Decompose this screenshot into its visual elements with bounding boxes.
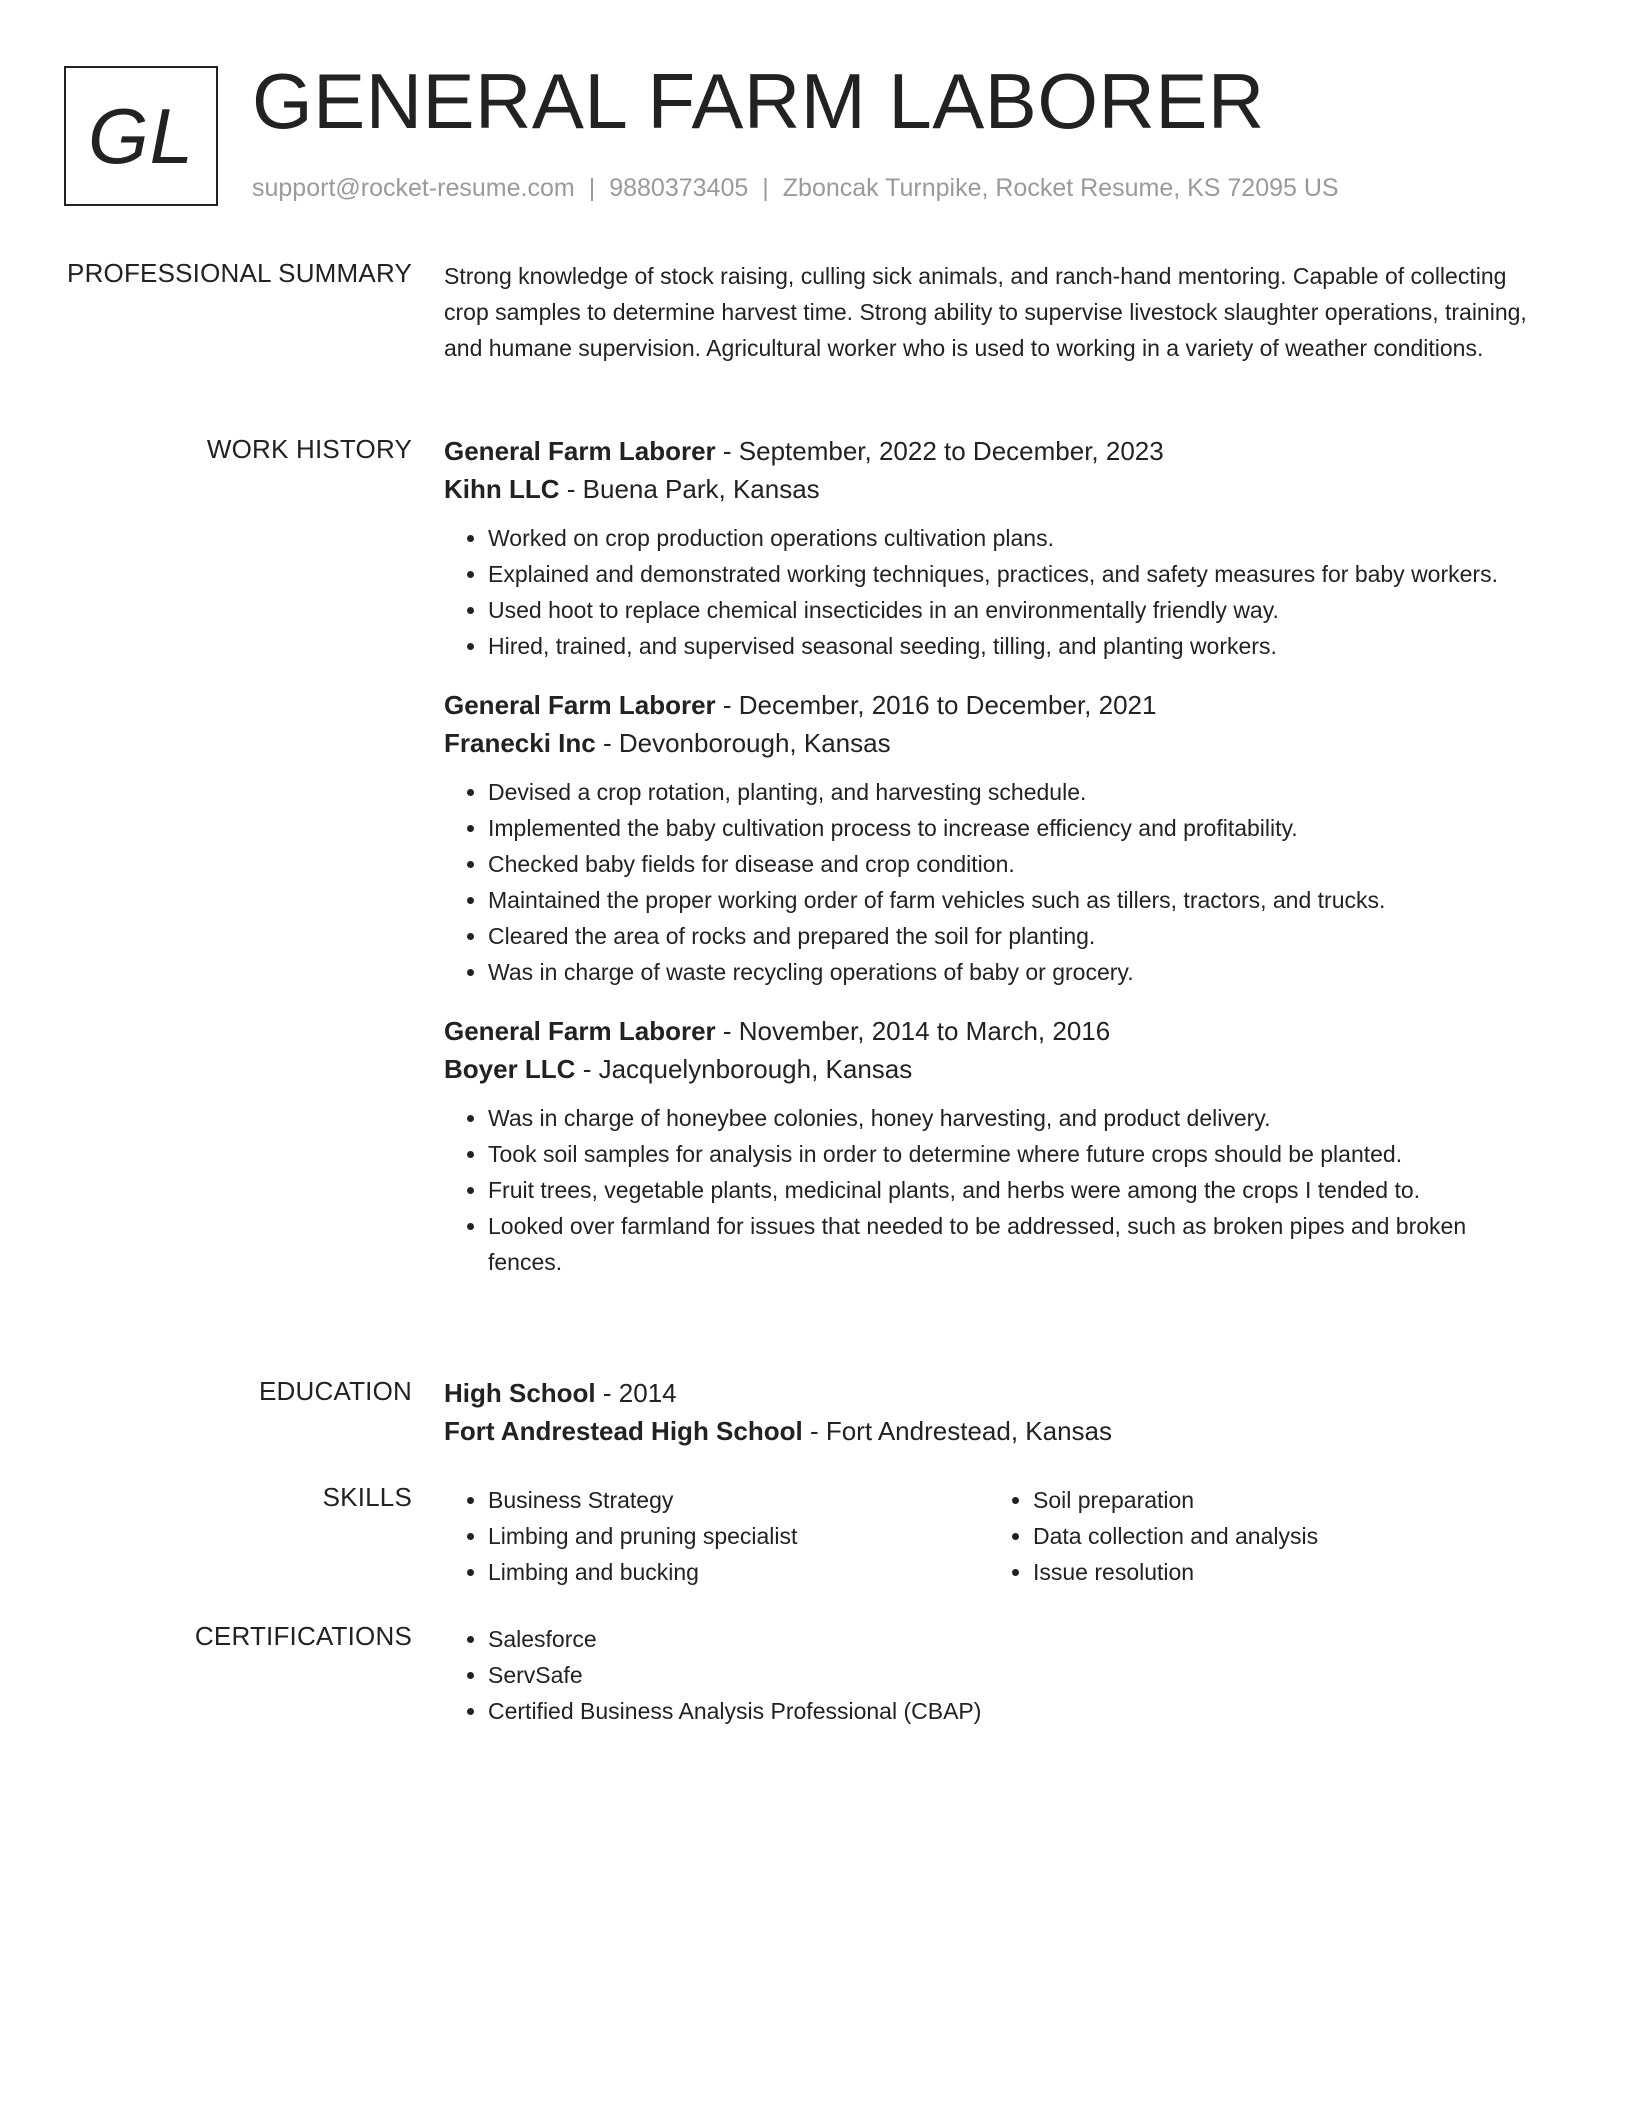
section-heading-summary: PROFESSIONAL SUMMARY [67, 258, 412, 288]
job-bullet: • Took soil samples for analysis in order to determine where future crops should be planted. [488, 1136, 1544, 1172]
job-entry [444, 432, 1544, 664]
contact-address: Zboncak Turnpike, Rocket Resume, KS 72095 US [782, 174, 1339, 202]
skill-item: • Business Strategy [488, 1482, 989, 1518]
job-company: Kihn LLC [444, 474, 560, 504]
certification-item: • Salesforce [488, 1621, 1544, 1657]
job-bullet: • Hired, trained, and supervised seasonal seeding, tilling, and planting workers. [488, 628, 1544, 664]
contact-email: support@rocket-resume.com [252, 174, 575, 202]
monogram-initials: GL [87, 91, 195, 180]
contact-separator: | [588, 174, 596, 202]
section-heading-work-history: WORK HISTORY [206, 434, 412, 464]
job-location: - Devonborough, Kansas [595, 728, 891, 758]
skill-item: • Limbing and pruning specialist [488, 1518, 989, 1554]
certification-item: • Certified Business Analysis Professional (CBAP) [488, 1693, 1544, 1729]
job-bullet: • Fruit trees, vegetable plants, medicinal plants, and herbs were among the crops I tended to. [488, 1172, 1544, 1208]
education-body [444, 1374, 1544, 1450]
contact-line [252, 174, 1339, 203]
job-bullet: • Explained and demonstrated working techniques, practices, and safety measures for baby workers. [488, 556, 1544, 592]
skill-item: • Data collection and analysis [1033, 1518, 1534, 1554]
education-school-line [444, 1412, 1544, 1450]
job-entry [444, 686, 1544, 990]
job-bullets [444, 520, 1544, 664]
summary-body [444, 258, 1544, 366]
job-location: - Jacquelynborough, Kansas [575, 1054, 913, 1084]
job-title-line [444, 1012, 1544, 1050]
certifications-body [444, 1621, 1544, 1729]
job-title-line [444, 432, 1544, 470]
contact-separator: | [762, 174, 769, 202]
job-bullet: • Was in charge of honeybee colonies, honey harvesting, and product delivery. [488, 1100, 1544, 1136]
skills-list-left [444, 1482, 989, 1590]
education-location: - Fort Andrestead, Kansas [802, 1416, 1112, 1446]
job-bullet: • Used hoot to replace chemical insecticides in an environmentally friendly way. [488, 592, 1544, 628]
summary-text: Strong knowledge of stock raising, culling sick animals, and ranch-hand mentoring. Capable of collecting crop samples to determine harvest time. Strong ability to supervise livestock slaughter operations, training, and humane supervision. Agricultural worker who is used to working in a variety of weather conditions. [444, 263, 1527, 361]
job-title: General Farm Laborer [444, 1016, 716, 1046]
resume-name: GENERAL FARM LABORER [252, 57, 1265, 145]
job-bullet: • Looked over farmland for issues that needed to be addressed, such as broken pipes and broken fences. [488, 1208, 1544, 1280]
skills-body [444, 1482, 1544, 1590]
skills-grid [444, 1482, 1544, 1590]
job-company: Franecki Inc [444, 728, 596, 758]
job-dates: - September, 2022 to December, 2023 [715, 436, 1164, 466]
job-bullet: • Cleared the area of rocks and prepared the soil for planting. [488, 918, 1544, 954]
skill-item: • Issue resolution [1033, 1554, 1534, 1590]
job-entry [444, 1012, 1544, 1280]
job-company-line [444, 1050, 1544, 1088]
job-bullet: • Was in charge of waste recycling operations of baby or grocery. [488, 954, 1544, 990]
education-degree-line [444, 1374, 1544, 1412]
education-year: - 2014 [595, 1378, 677, 1408]
job-bullet: • Devised a crop rotation, planting, and harvesting schedule. [488, 774, 1544, 810]
contact-phone: 9880373405 [609, 174, 749, 202]
job-bullets [444, 1100, 1544, 1280]
job-bullet: • Implemented the baby cultivation process to increase efficiency and profitability. [488, 810, 1544, 846]
job-company: Boyer LLC [444, 1054, 576, 1084]
job-bullet: • Worked on crop production operations cultivation plans. [488, 520, 1544, 556]
certification-item: • ServSafe [488, 1657, 1544, 1693]
education-school: Fort Andrestead High School [444, 1416, 803, 1446]
monogram-box [64, 66, 218, 206]
job-title: General Farm Laborer [444, 436, 716, 466]
job-title-line [444, 686, 1544, 724]
job-company-line [444, 724, 1544, 762]
section-heading-certifications: CERTIFICATIONS [194, 1621, 412, 1651]
job-dates: - November, 2014 to March, 2016 [715, 1016, 1111, 1046]
job-company-line [444, 470, 1544, 508]
job-bullets [444, 774, 1544, 990]
skill-item: • Soil preparation [1033, 1482, 1534, 1518]
education-degree: High School [444, 1378, 596, 1408]
skills-list-right [989, 1482, 1534, 1590]
job-title: General Farm Laborer [444, 690, 716, 720]
work-history-body [444, 432, 1544, 1302]
job-dates: - December, 2016 to December, 2021 [715, 690, 1157, 720]
job-bullet: • Maintained the proper working order of farm vehicles such as tillers, tractors, and trucks. [488, 882, 1544, 918]
job-location: - Buena Park, Kansas [559, 474, 820, 504]
section-heading-education: EDUCATION [259, 1376, 412, 1406]
skill-item: • Limbing and bucking [488, 1554, 989, 1590]
job-bullet: • Checked baby fields for disease and crop condition. [488, 846, 1544, 882]
certifications-list [444, 1621, 1544, 1729]
section-heading-skills: SKILLS [322, 1482, 412, 1512]
